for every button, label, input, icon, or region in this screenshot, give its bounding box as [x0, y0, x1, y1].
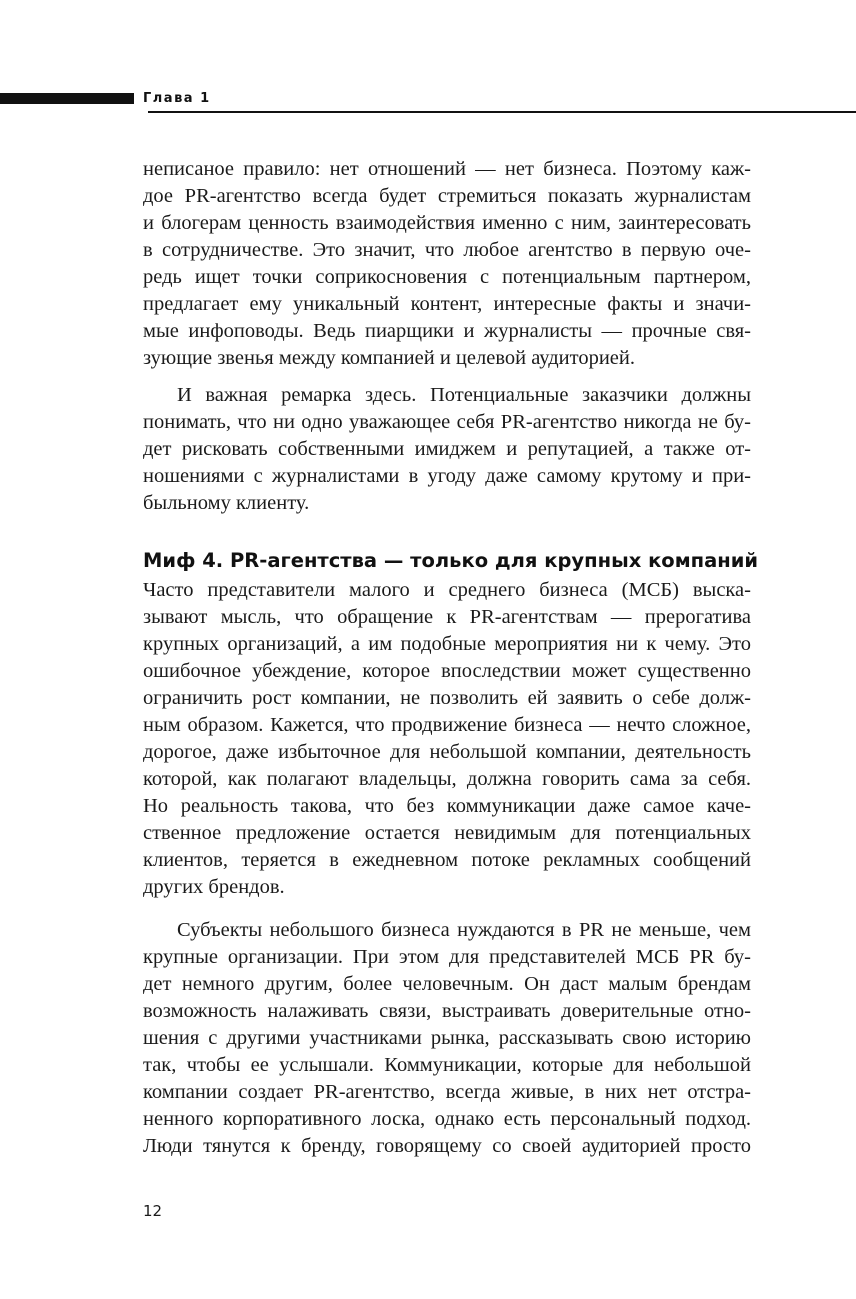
page-number: 12 [143, 1202, 163, 1220]
paragraph-4 [143, 917, 751, 1160]
text-line: так, чтобы ее услышали. Коммуникации, которые для небольшой [143, 1054, 751, 1076]
text-line: и блогерам ценность взаимодействия именно с ним, заинтересовать [143, 212, 751, 234]
chapter-header-bar [0, 93, 134, 104]
text-line: ношениями с журналистами в угоду даже самому крутому и при- [143, 465, 751, 487]
text-line: быльному клиенту. [143, 492, 310, 514]
text-line: ошибочное убеждение, которое впоследствии может существенно [143, 660, 751, 682]
text-line: редь ищет точки соприкосновения с потенциальным партнером, [143, 266, 751, 288]
text-line: понимать, что ни одно уважающее себя PR-агентство никогда не бу- [143, 411, 751, 433]
text-line: дет рисковать собственными имиджем и репутацией, а также от- [143, 438, 751, 460]
text-line: предлагает ему уникальный контент, интересные факты и значи- [143, 293, 751, 315]
text-line: зующие звенья между компанией и целевой аудиторией. [143, 347, 635, 369]
text-line: Люди тянутся к бренду, говорящему со своей аудиторией просто [143, 1135, 751, 1157]
text-line: И важная ремарка здесь. Потенциальные заказчики должны [177, 384, 751, 406]
text-line: Часто представители малого и среднего бизнеса (МСБ) выска- [143, 579, 751, 601]
paragraph-1 [143, 156, 751, 372]
header-rule [148, 111, 856, 113]
text-line: Субъекты небольшого бизнеса нуждаются в PR не меньше, чем [177, 919, 751, 941]
text-line: клиентов, теряется в ежедневном потоке рекламных сообщений [143, 849, 751, 871]
text-line: крупные организации. При этом для представителей МСБ PR бу- [143, 946, 751, 968]
text-line: дорогое, даже избыточное для небольшой компании, деятельность [143, 741, 751, 763]
text-line: компании создает PR-агентство, всегда живые, в них нет отстра- [143, 1081, 751, 1103]
text-line: возможность налаживать связи, выстраивать доверительные отно- [143, 1000, 751, 1022]
text-line: зывают мысль, что обращение к PR-агентствам — прерогатива [143, 606, 751, 628]
text-line: мые инфоповоды. Ведь пиарщики и журналисты — прочные свя- [143, 320, 751, 342]
text-line: дое PR-агентство всегда будет стремиться показать журналистам [143, 185, 751, 207]
text-line: которой, как полагают владельцы, должна говорить сама за себя. [143, 768, 751, 790]
text-line: ненного корпоративного лоска, однако есть персональный подход. [143, 1108, 751, 1130]
text-line: шения с другими участниками рынка, рассказывать свою историю [143, 1027, 751, 1049]
text-line: дет немного другим, более человечным. Он даст малым брендам [143, 973, 751, 995]
text-line: неписаное правило: нет отношений — нет бизнеса. Поэтому каж- [143, 158, 751, 180]
chapter-label: Глава 1 [143, 91, 211, 106]
text-line: Но реальность такова, что без коммуникации даже самое каче- [143, 795, 751, 817]
text-line: ограничить рост компании, не позволить ей заявить о себе долж- [143, 687, 751, 709]
paragraph-2 [143, 382, 751, 517]
section-heading: Миф 4. PR-агентства — только для крупных компаний [143, 549, 759, 572]
text-line: крупных организаций, а им подобные мероприятия ни к чему. Это [143, 633, 751, 655]
text-line: ственное предложение остается невидимым для потенциальных [143, 822, 751, 844]
text-line: ным образом. Кажется, что продвижение бизнеса — нечто сложное, [143, 714, 751, 736]
text-line: других брендов. [143, 876, 285, 898]
text-line: в сотрудничестве. Это значит, что любое агентство в первую оче- [143, 239, 751, 261]
paragraph-3 [143, 577, 751, 901]
